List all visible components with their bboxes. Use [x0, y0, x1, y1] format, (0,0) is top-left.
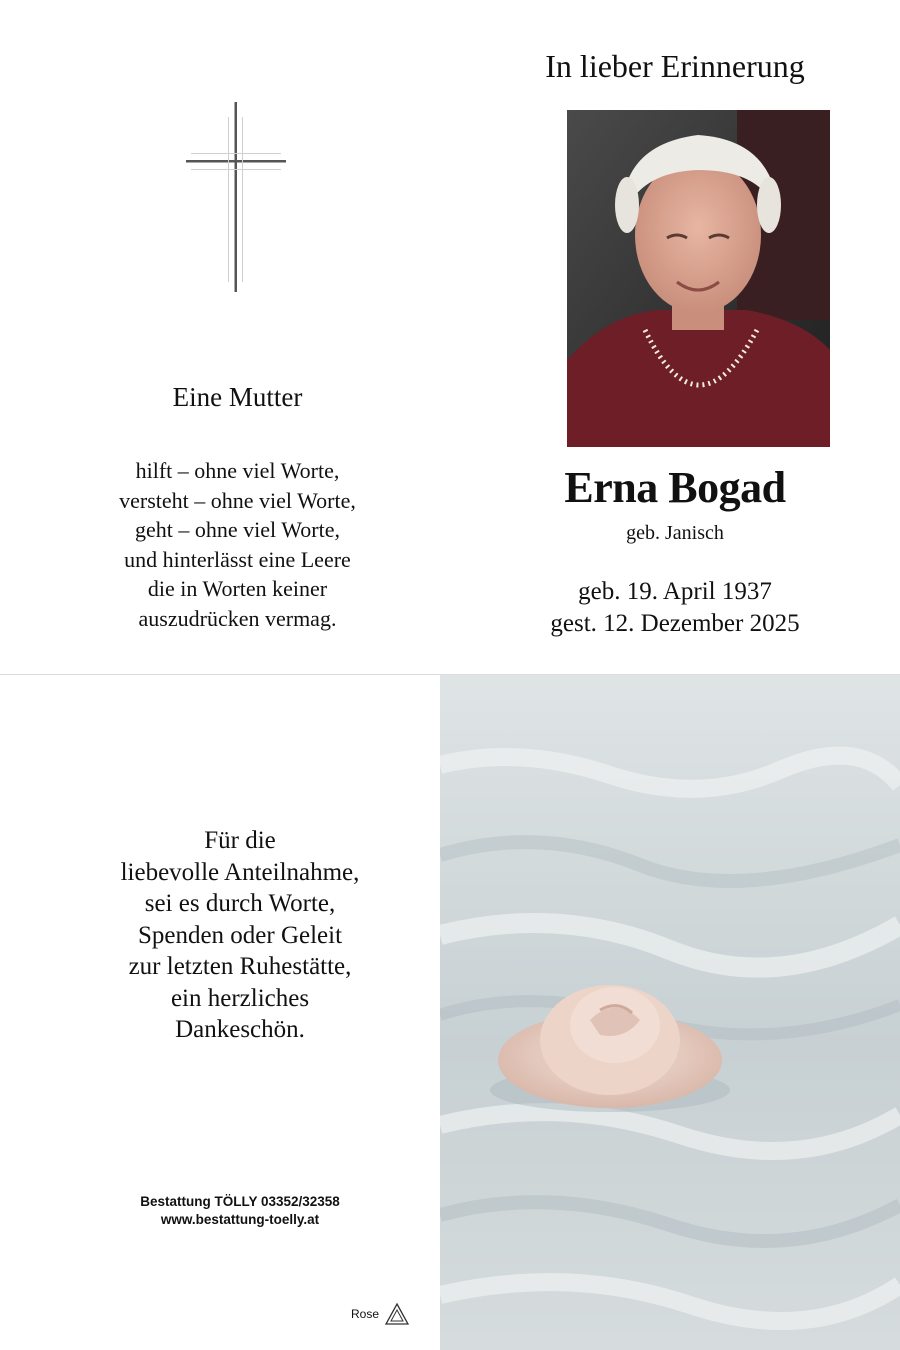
- poem-line: versteht – ohne viel Worte,: [119, 487, 356, 513]
- rose-on-water-image: [440, 675, 900, 1350]
- funeral-home-info: [0, 1193, 480, 1229]
- poem-line: auszudrücken vermag.: [138, 605, 337, 631]
- thanks-panel: [0, 675, 440, 1350]
- cross-icon: [186, 102, 286, 292]
- thanks-line: liebevolle Anteilnahme,: [120, 858, 360, 886]
- death-date: gest. 12. Dezember 2025: [550, 610, 800, 637]
- poem-line: die in Worten keiner: [147, 576, 328, 601]
- thanks-line: sei es durch Worte,: [144, 890, 336, 917]
- thanks-line: ein herzliches: [170, 984, 310, 1012]
- logo-triangle-icon: [385, 1303, 409, 1325]
- memorial-panel: [450, 0, 900, 675]
- funeral-home-website: www.bestattung-toelly.at: [160, 1212, 320, 1227]
- life-dates: [450, 576, 900, 640]
- thanks-text: [0, 825, 480, 1046]
- birth-date: geb. 19. April 1937: [578, 578, 772, 605]
- poem-text: [0, 456, 475, 633]
- rose-image-panel: [440, 675, 900, 1350]
- deceased-name: Erna Bogad: [564, 463, 786, 512]
- image-label: [351, 1303, 409, 1325]
- funeral-home-name: Bestattung TÖLLY 03352/32358: [140, 1194, 340, 1209]
- poem-line: geht – ohne viel Worte,: [135, 517, 340, 542]
- poem-line: und hinterlässt eine Leere: [124, 546, 351, 572]
- birth-name: geb. Janisch: [626, 522, 724, 544]
- thanks-line: Spenden oder Geleit: [137, 921, 343, 949]
- poem-title: Eine Mutter: [172, 382, 303, 412]
- image-label-text: Rose: [351, 1307, 380, 1321]
- thanks-line: Für die: [204, 827, 276, 854]
- memorial-heading: In lieber Erinnerung: [545, 48, 805, 84]
- thanks-line: zur letzten Ruhestätte,: [128, 953, 352, 980]
- poem-line: hilft – ohne viel Worte,: [135, 458, 340, 483]
- portrait-photo: [567, 110, 830, 447]
- thanks-line: Dankeschön.: [175, 1016, 305, 1043]
- poem-panel: [0, 0, 450, 675]
